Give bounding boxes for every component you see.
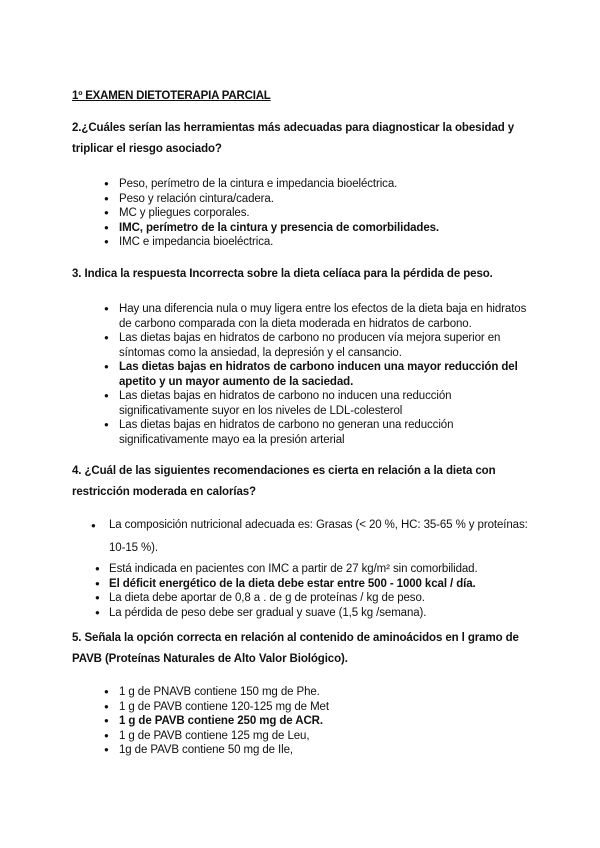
question-4-text: 4. ¿Cuál de las siguientes recomendaciones es cierta en relación a la dieta con restricción moderada en calorías? (72, 465, 496, 498)
question-3-options (0, 302, 600, 447)
bullet-icon: ● (104, 701, 109, 711)
question-5-options (0, 685, 600, 758)
question-2-options (0, 177, 600, 250)
bullet-icon: ● (104, 208, 109, 217)
option-item-correct: ● 1 g de PAVB contiene 250 mg de ACR. (104, 715, 323, 727)
option-item: ● Peso y relación cintura/cadera. (104, 192, 274, 205)
bullet-icon: ● (104, 745, 109, 754)
bullet-icon: ● (104, 362, 109, 371)
bullet-icon: ● (95, 578, 100, 588)
bullet-icon: ● (104, 391, 109, 400)
option-item: ● 1g de PAVB contiene 50 mg de Ile, (104, 744, 294, 756)
option-item: ● Las dietas bajas en hidratos de carbono no generan una reducción significativamente mayo ea la presión arterial (104, 419, 454, 446)
question-4-options (0, 514, 600, 620)
bullet-icon: ● (95, 593, 100, 602)
option-item: ● MC y pliegues corporales. (104, 207, 250, 219)
bullet-icon: ● (91, 521, 96, 530)
option-item-correct: ● IMC, perímetro de la cintura y presencia de comorbilidades. (104, 221, 440, 234)
option-item: ● Está indicada en pacientes con IMC a partir de 27 kg/m² sin comorbilidad. (95, 563, 478, 575)
bullet-icon: ● (104, 237, 109, 246)
question-2-text: 2.¿Cuáles serían las herramientas más adecuadas para diagnosticar la obesidad y triplicar el riesgo asociado? (72, 122, 515, 155)
option-item: ● Las dietas bajas en hidratos de carbono no inducen una reducción significativamente suyor en los niveles de LDL-colesterol (104, 390, 452, 417)
bullet-icon: ● (104, 193, 109, 203)
bullet-icon: ● (104, 730, 109, 740)
option-item: ● 1 g de PNAVB contiene 150 mg de Phe. (104, 686, 320, 698)
option-item: ● IMC e impedancia bioeléctrica. (104, 236, 274, 248)
exam-title: 1º EXAMEN DIETOTERAPIA PARCIAL (72, 90, 271, 102)
bullet-icon: ● (95, 607, 100, 617)
option-item: ● Las dietas bajas en hidratos de carbono no producen vía mejora superior en síntomas como la ansiedad, la depresión y el cansancio. (104, 332, 501, 359)
question-5-text: 5. Señala la opción correcta en relación al contenido de aminoácidos en l gramo de PAVB (Proteínas Naturales de Alto Valor Biológico). (72, 632, 519, 665)
bullet-icon: ● (104, 716, 109, 725)
bullet-icon: ● (104, 687, 109, 696)
option-item: ● La composición nutricional adecuada es: Grasas (< 20 %, HC: 35-65 % y proteínas: 10-15 %). (0, 514, 539, 562)
option-item-correct: ● El déficit energético de la dieta debe estar entre 500 - 1000 kcal / día. (95, 577, 476, 590)
option-item: ● Peso, perímetro de la cintura e impedancia bioeléctrica. (104, 178, 398, 190)
bullet-icon: ● (104, 304, 109, 313)
bullet-icon: ● (95, 564, 100, 573)
option-item: ● 1 g de PAVB contiene 125 mg de Leu, (104, 729, 310, 742)
bullet-icon: ● (104, 420, 109, 429)
option-item: ● Hay una diferencia nula o muy ligera entre los efectos de la dieta baja en hidratos de carbono comparada con la dieta moderada en hidratos de carbono. (104, 303, 527, 330)
option-item: ● 1 g de PAVB contiene 120-125 mg de Met (104, 700, 329, 713)
question-3-text: 3. Indica la respuesta Incorrecta sobre la dieta celíaca para la pérdida de peso. (72, 268, 493, 280)
bullet-icon: ● (104, 179, 109, 188)
option-item: ● La pérdida de peso debe ser gradual y suave (1,5 kg /semana). (95, 606, 427, 619)
option-item: ● La dieta debe aportar de 0,8 a . de g de proteínas / kg de peso. (95, 592, 425, 604)
bullet-icon: ● (104, 222, 109, 232)
bullet-icon: ● (104, 333, 109, 342)
option-item-correct: ● Las dietas bajas en hidratos de carbono inducen una mayor reducción del apetito y un mayor aumento de la saciedad. (104, 361, 518, 388)
